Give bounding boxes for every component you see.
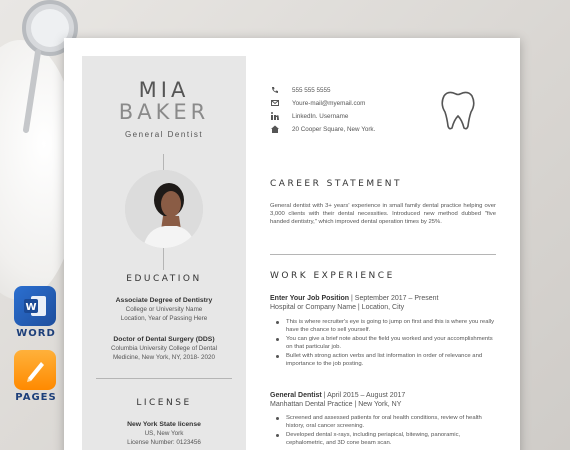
job-company: Manhattan Dental Practice | New York, NY	[270, 401, 402, 408]
envelope-icon	[270, 98, 280, 108]
list-item: Bullet with strong action verbs and list information in order of relevance and importance to the job posting.	[286, 352, 498, 368]
contact-linkedin: LinkedIn. Username	[270, 110, 348, 122]
home-icon	[270, 124, 280, 134]
education-entry: Doctor of Dental Surgery (DDS) Columbia University College of Dental Medicine, New York, NY, 2018- 2020	[110, 336, 218, 361]
education-heading: EDUCATION	[126, 274, 202, 284]
list-item: Developed dental x-rays, including periapical, bitewing, panoramic, cephalometric, and 3D cone beam scan.	[286, 431, 498, 447]
profile-photo	[125, 170, 203, 248]
divider-line	[163, 248, 164, 270]
contact-address: 20 Cooper Square, New York.	[270, 123, 375, 135]
job-dates: | April 2015 – August 2017	[321, 392, 406, 399]
word-label: WORD	[16, 328, 56, 339]
license-heading: LICENSE	[136, 398, 192, 408]
job-dates: | September 2017 – Present	[349, 295, 439, 302]
word-app-icon	[14, 286, 56, 326]
phone-icon	[270, 85, 280, 95]
job-header	[270, 294, 438, 312]
pages-label: PAGES	[15, 392, 57, 403]
education-entry: Associate Degree of Dentistry College or University Name Location, Year of Passing Here	[115, 297, 213, 322]
experience-heading: WORK EXPERIENCE	[270, 271, 395, 281]
list-item: You can give a brief note about the field you worked and your accomplishments on that particular job.	[286, 335, 498, 351]
last-name: BAKER	[118, 100, 210, 124]
first-name: MIA	[138, 78, 190, 102]
tooth-icon	[434, 86, 482, 134]
contact-email: Youre-mail@myemail.com	[270, 97, 365, 109]
resume-page	[64, 38, 520, 450]
license-entry: New York State license US, New York License Number: 0123456	[127, 421, 201, 446]
pages-app-icon	[14, 350, 56, 390]
job-company: Hospital or Company Name | Location, City	[270, 304, 405, 311]
job-bullets	[286, 414, 498, 448]
divider-line	[96, 378, 232, 379]
divider-line	[163, 154, 164, 170]
svg-text:W: W	[25, 302, 37, 313]
job-bullets	[286, 318, 498, 370]
resume-sidebar	[82, 56, 246, 450]
linkedin-icon	[270, 111, 280, 121]
divider-line	[270, 254, 496, 255]
job-title: General Dentist	[124, 130, 204, 139]
contact-phone: 555 555 5555	[270, 84, 331, 96]
list-item: Screened and assessed patients for oral health conditions, review of health history, oral cancer screening.	[286, 414, 498, 430]
job-header	[270, 391, 405, 409]
career-statement: General dentist with 3+ years' experience in small family dental practice helping over 3,000 clients with their dental necessities. Introduced new method dubbed "five handed dentistry," which improved dental operation times by 25%.	[270, 203, 496, 226]
job-position: General Dentist	[270, 392, 322, 399]
job-position: Enter Your Job Position	[270, 295, 350, 302]
list-item: This is where recruiter's eye is going to jump on first and this is where you really have the chance to sell yourself.	[286, 318, 498, 334]
career-heading: CAREER STATEMENT	[270, 179, 403, 189]
